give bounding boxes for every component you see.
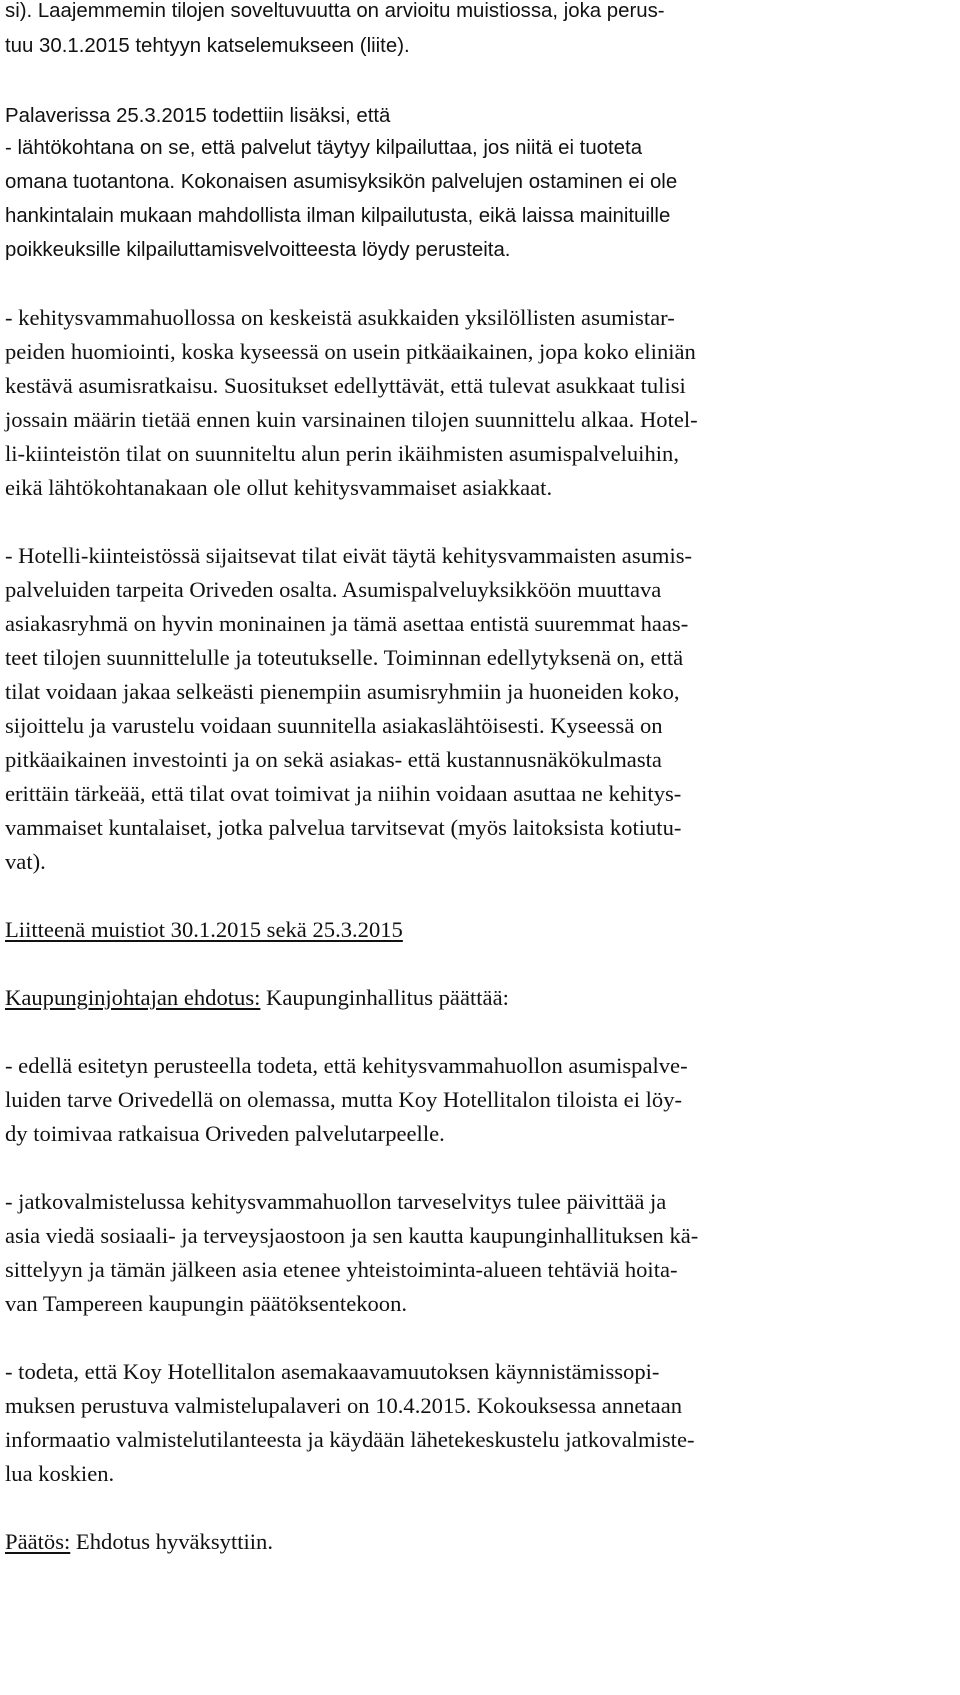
text-line: lua koskien. <box>5 1461 115 1486</box>
text-line: li-kiinteistön tilat on suunniteltu alun perin ikäihmisten asumispalveluihin, <box>5 441 679 466</box>
text-line: peiden huomiointi, koska kyseessä on usein pitkäaikainen, jopa koko eliniän <box>5 339 696 364</box>
attachments-line: Liitteenä muistiot 30.1.2015 sekä 25.3.2015 <box>5 917 403 942</box>
decision-label: Päätös: <box>5 1529 71 1554</box>
text-line: hankintalain mukaan mahdollista ilman kilpailutusta, eikä laissa mainituille <box>5 205 671 227</box>
text-line: palveluiden tarpeita Oriveden osalta. Asumispalveluyksikköön muuttava <box>5 577 662 602</box>
decision-text: Ehdotus hyväksyttiin. <box>70 1529 273 1554</box>
proposal-text: Kaupunginhallitus päättää: <box>260 985 509 1010</box>
text-line: teet tilojen suunnittelulle ja toteutukselle. Toiminnan edellytyksenä on, että <box>5 645 684 670</box>
text-line: vat). <box>5 849 46 874</box>
text-line: kestävä asumisratkaisu. Suositukset edellyttävät, että tulevat asukkaat tulisi <box>5 373 686 398</box>
text-line: eikä lähtökohtanakaan ole ollut kehitysvammaiset asiakkaat. <box>5 475 553 500</box>
decision-line <box>5 1528 273 1555</box>
text-line: - Hotelli-kiinteistössä sijaitsevat tilat eivät täytä kehitysvammaisten asumis- <box>5 543 693 568</box>
text-line: muksen perustuva valmistelupalaveri on 10.4.2015. Kokouksessa annetaan <box>5 1393 683 1418</box>
text-line: jossain määrin tietää ennen kuin varsinainen tilojen suunnittelu alkaa. Hotel- <box>5 407 698 432</box>
text-line: tuu 30.1.2015 tehtyyn katselemukseen (liite). <box>5 35 410 57</box>
text-span: Kokonaisen asumisyksikön palvelujen ostaminen ei ole <box>175 171 678 193</box>
text-line: - edellä esitetyn perusteella todeta, että kehitysvammahuollon asumispalve- <box>5 1053 688 1078</box>
text-line: asiakasryhmä on hyvin moninainen ja tämä asettaa entistä suuremmat haas- <box>5 611 689 636</box>
text-line: poikkeuksille kilpailuttamisvelvoitteesta löydy perusteita. <box>5 239 511 261</box>
text-line: sittelyyn ja tämän jälkeen asia etenee yhteistoiminta-alueen tehtäviä hoita- <box>5 1257 678 1282</box>
text-line: vammaiset kuntalaiset, jotka palvelua tarvitsevat (myös laitoksista kotiutu- <box>5 815 682 840</box>
text-line: Palaverissa 25.3.2015 todettiin lisäksi, että <box>5 105 391 127</box>
text-line: van Tampereen kaupungin päätöksentekoon. <box>5 1291 408 1316</box>
text-line: erittäin tärkeää, että tilat ovat toimivat ja niihin voidaan asuttaa ne kehitys- <box>5 781 682 806</box>
text-line: - lähtökohtana on se, että palvelut täytyy kilpailuttaa, jos niitä ei tuoteta <box>5 137 643 159</box>
text-line: asia viedä sosiaali- ja terveysjaostoon ja sen kautta kaupunginhallituksen kä- <box>5 1223 699 1248</box>
text-line: - todeta, että Koy Hotellitalon asemakaavamuutoksen käynnistämissopi- <box>5 1359 660 1384</box>
text-line: sijoittelu ja varustelu voidaan suunnitella asiakaslähtöisesti. Kyseessä on <box>5 713 663 738</box>
text-line: dy toimivaa ratkaisua Oriveden palvelutarpeelle. <box>5 1121 445 1146</box>
proposal-line <box>5 984 509 1011</box>
proposal-label: Kaupunginjohtajan ehdotus: <box>5 985 261 1010</box>
text-line <box>5 169 677 196</box>
text-line: luiden tarve Orivedellä on olemassa, mutta Koy Hotellitalon tiloista ei löy- <box>5 1087 683 1112</box>
text-line: informaatio valmistelutilanteesta ja käydään lähetekeskustelu jatkovalmiste- <box>5 1427 695 1452</box>
text-line: tilat voidaan jakaa selkeästi pienempiin asumisryhmiin ja huoneiden koko, <box>5 679 680 704</box>
text-line: pitkäaikainen investointi ja on sekä asiakas- että kustannusnäkökulmasta <box>5 747 662 772</box>
text-span: omana tuotantona. <box>5 171 176 193</box>
text-line: si). Laajemmemin tilojen soveltuvuutta on arvioitu muistiossa, joka perus- <box>5 0 665 22</box>
text-line: - jatkovalmistelussa kehitysvammahuollon tarveselvitys tulee päivittää ja <box>5 1189 667 1214</box>
text-line: - kehitysvammahuollossa on keskeistä asukkaiden yksilöllisten asumistar- <box>5 305 675 330</box>
